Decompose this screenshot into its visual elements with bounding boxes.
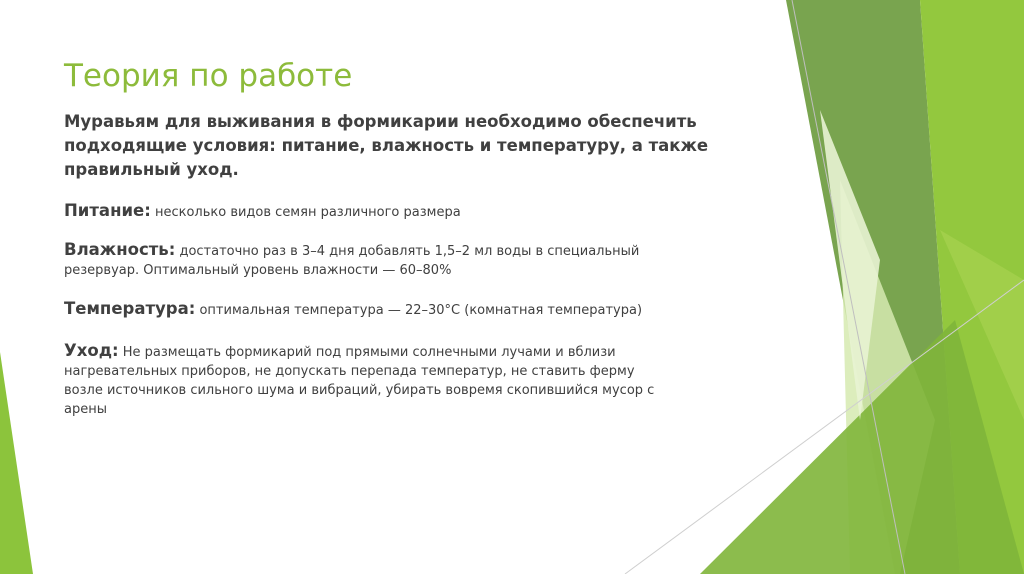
care-text: Не размещать формикарий под прямыми солнечными лучами и вблизи нагревательных приборов, не допускать перепада температур, не ставить ферму возле источников сильного шума и вибраций, убирать вовремя скопившийся мусор с арены [64, 345, 655, 417]
intro-paragraph: Муравьям для выживания в формикарии необходимо обеспечить подходящие условия: питание, влажность и температуру, а также правильный уход. [64, 112, 709, 179]
humidity-label: Влажность: [64, 240, 176, 259]
care-label: Уход: [64, 341, 119, 360]
nutrition-label: Питание: [64, 201, 151, 220]
care-paragraph [64, 341, 664, 419]
temperature-label: Температура: [64, 299, 196, 318]
humidity-text: достаточно раз в 3–4 дня добавлять 1,5–2 мл воды в специальный резервуар. Оптимальный уровень влажности — 60–80% [64, 244, 640, 278]
left-green-wedge [0, 352, 33, 574]
nutrition-text: несколько видов семян различного размера [150, 205, 461, 220]
humidity-paragraph [64, 240, 664, 280]
nutrition-paragraph [64, 201, 664, 222]
slide-title: Теория по работе [64, 58, 353, 94]
temperature-paragraph [64, 299, 664, 320]
temperature-text: оптимальная температура — 22–30°С (комнатная температура) [195, 303, 643, 318]
